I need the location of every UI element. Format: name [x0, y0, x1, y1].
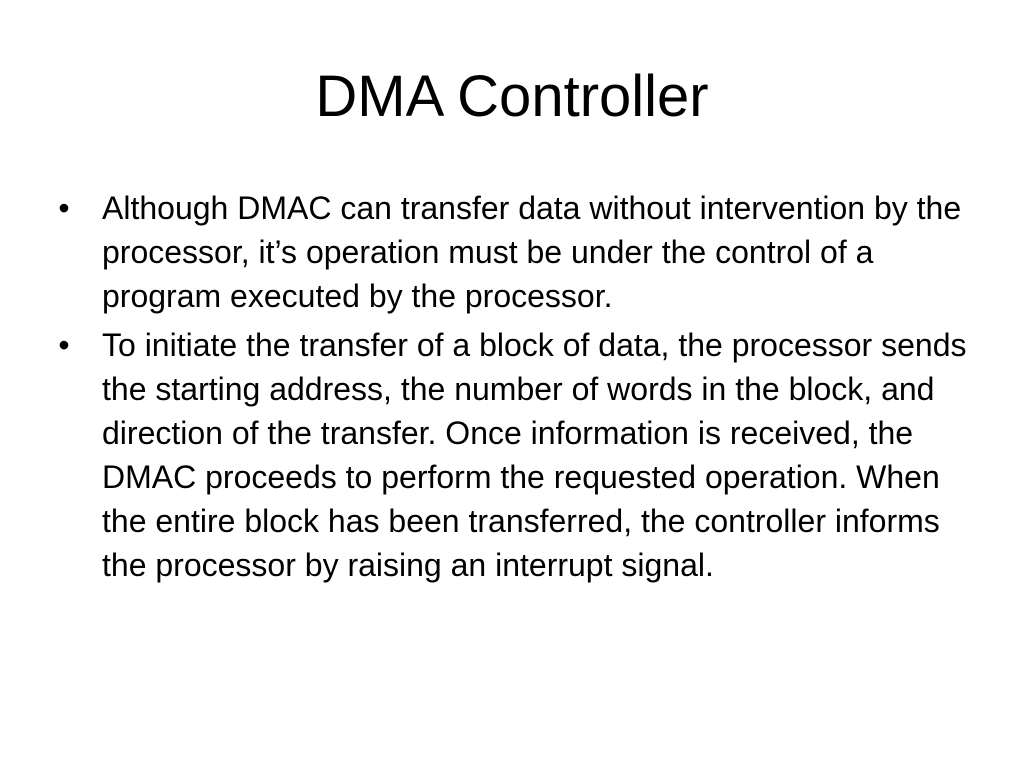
bullet-text: To initiate the transfer of a block of data, the processor sends the starting address, the number of words in the block, and direction of the transfer. Once information is received, the DMAC proceeds to perform the requested operation. When the entire block has been transferred, the controller informs the processor by raising an interrupt signal.	[102, 327, 967, 583]
bullet-text: Although DMAC can transfer data without intervention by the processor, it’s operation must be under the control of a program executed by the processor.	[102, 190, 962, 314]
bullet-icon: •	[58, 190, 70, 226]
bullet-item	[54, 186, 974, 318]
bullet-icon: •	[58, 327, 70, 363]
bullet-list	[54, 186, 974, 592]
bullet-item	[54, 323, 974, 587]
slide-title: DMA Controller	[315, 64, 709, 129]
